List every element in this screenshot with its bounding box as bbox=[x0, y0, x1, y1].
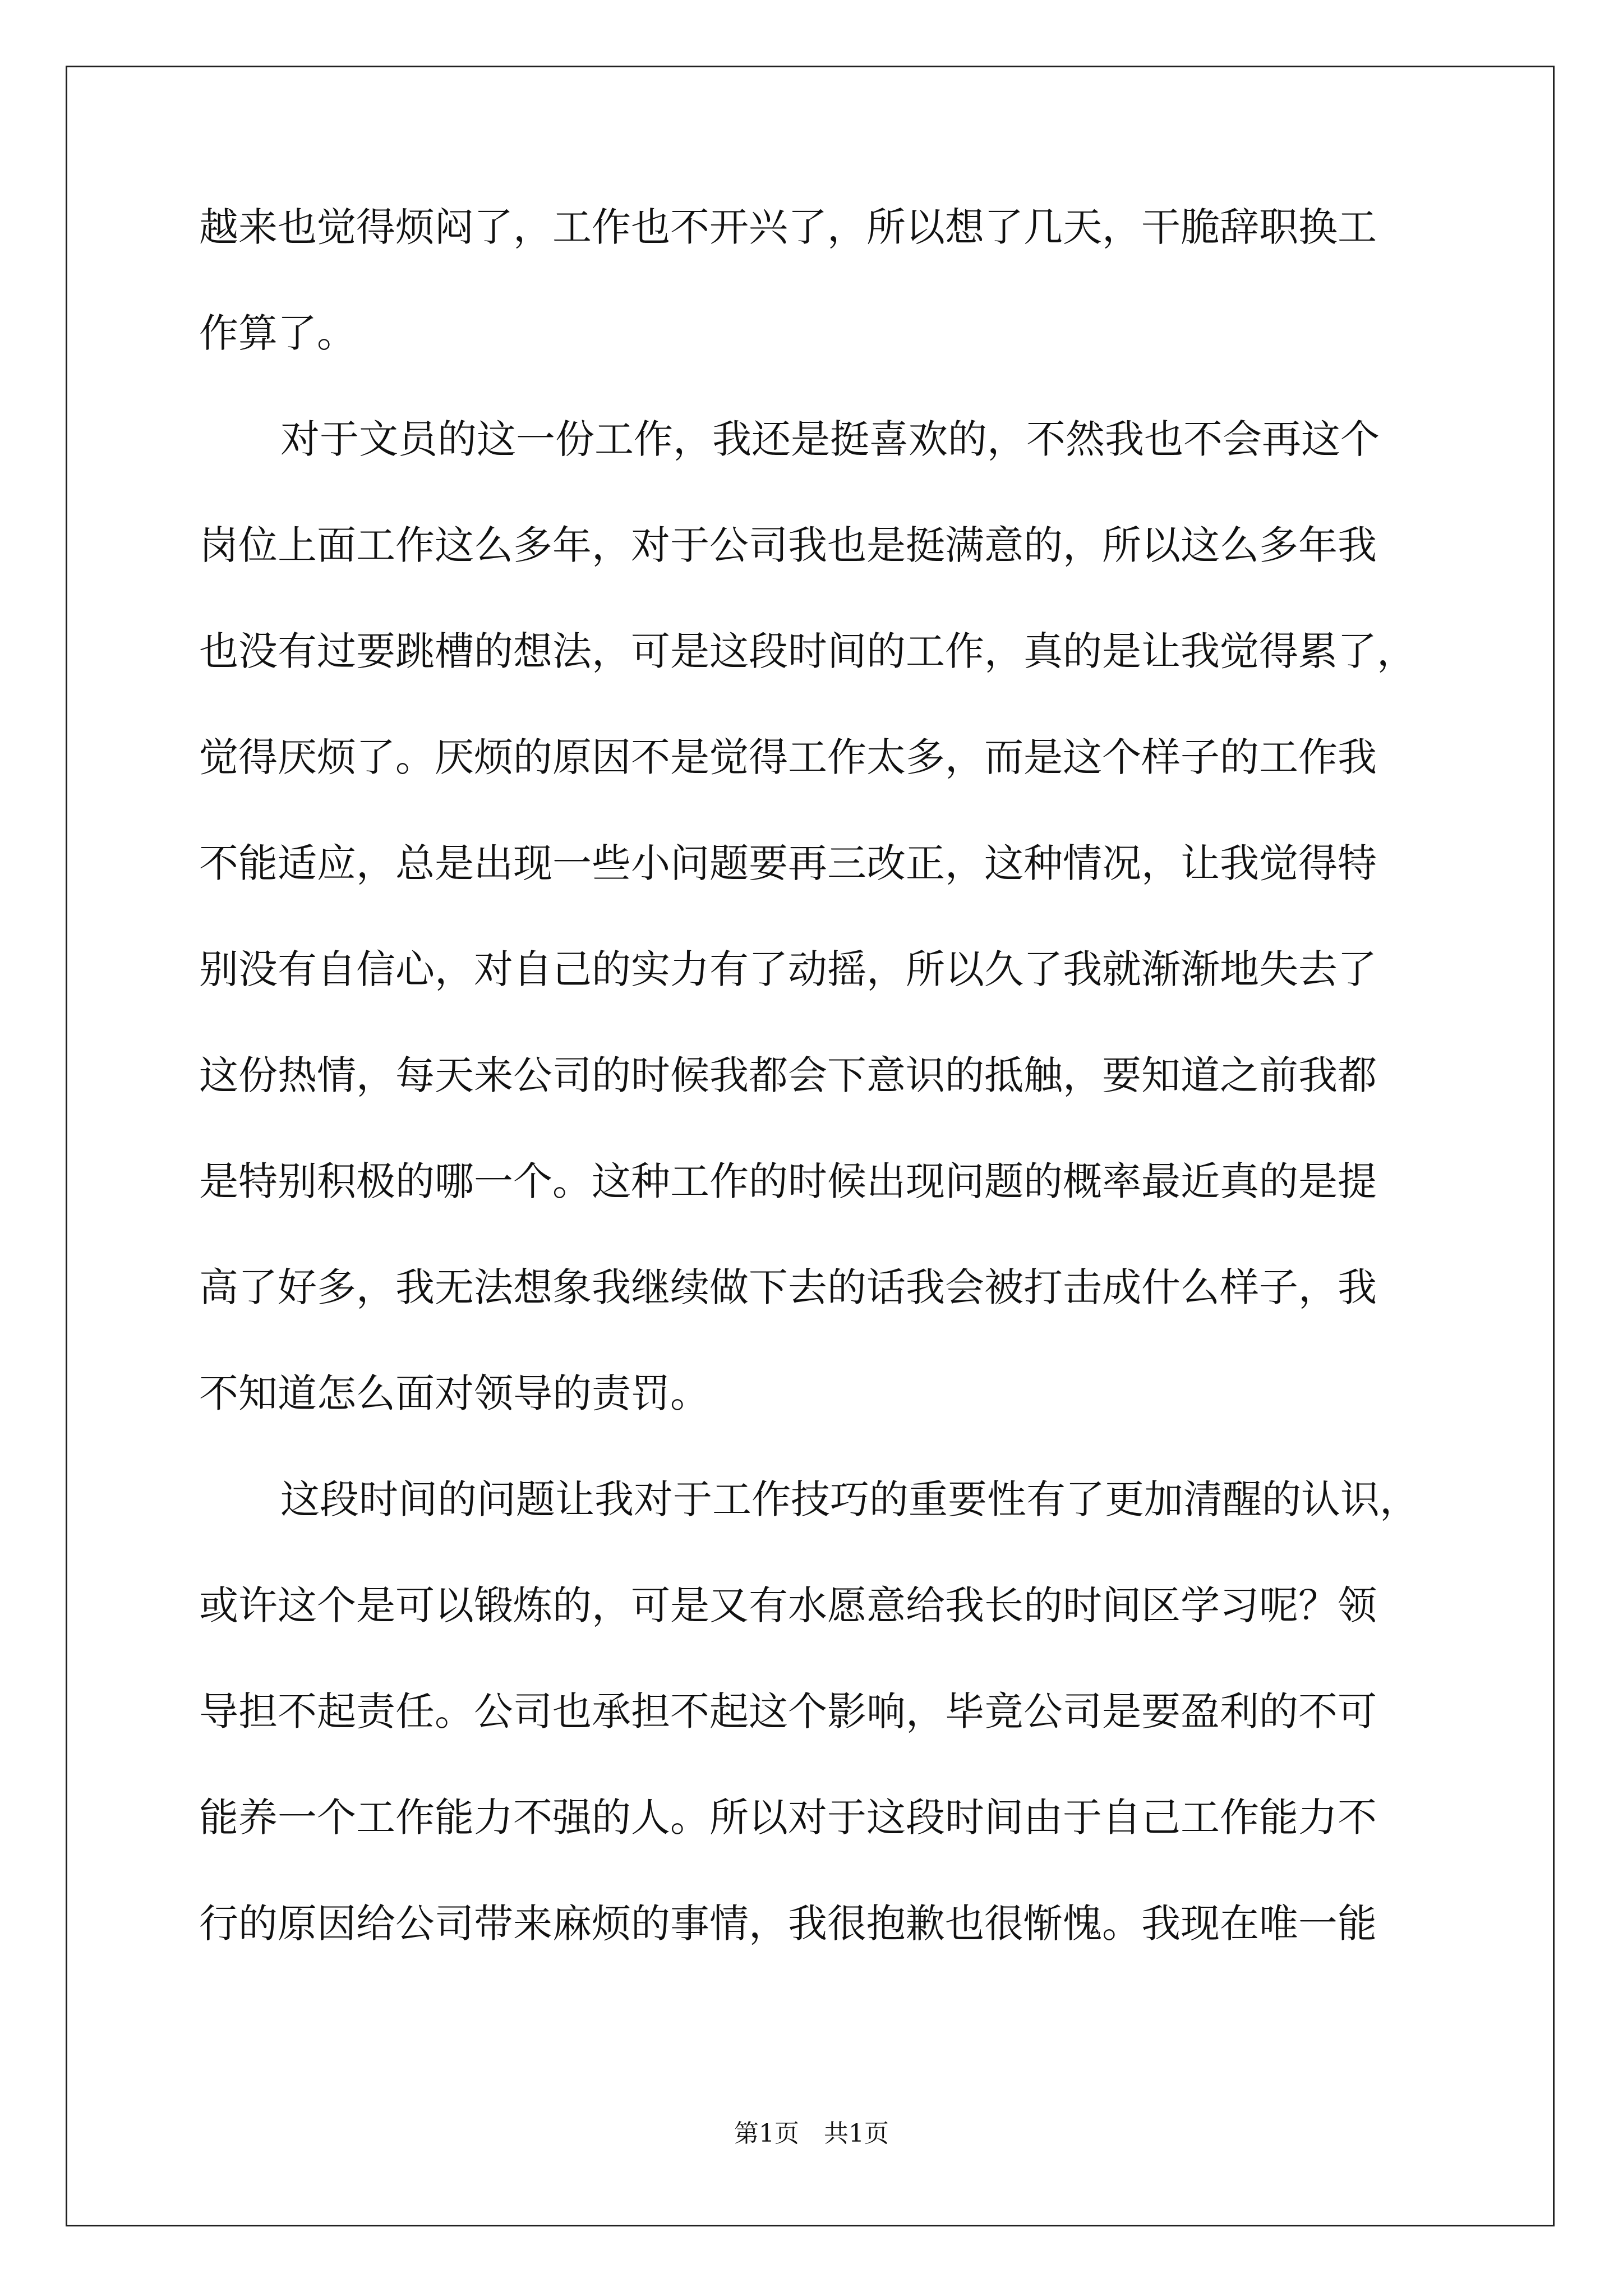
page-footer bbox=[0, 2117, 1623, 2151]
text-line: 觉得厌烦了。厌烦的原因不是觉得工作太多，而是这个样子的工作我 bbox=[199, 734, 1377, 780]
text-line: 或许这个是可以锻炼的，可是又有水愿意给我长的时间区学习呢？领 bbox=[199, 1582, 1377, 1628]
text-line: 作算了。 bbox=[199, 310, 356, 356]
text-line: 高了好多，我无法想象我继续做下去的话我会被打击成什么样子，我 bbox=[199, 1264, 1377, 1310]
text-line: 这份热情，每天来公司的时候我都会下意识的抵触，要知道之前我都 bbox=[199, 1052, 1377, 1098]
text-line: 不知道怎么面对领导的责罚。 bbox=[199, 1370, 709, 1416]
text-line: 越来也觉得烦闷了，工作也不开兴了，所以想了几天，干脆辞职换工 bbox=[199, 204, 1377, 250]
text-line: 也没有过要跳槽的想法，可是这段时间的工作，真的是让我觉得累了， bbox=[199, 628, 1416, 674]
text-line: 对于文员的这一份工作，我还是挺喜欢的，不然我也不会再这个 bbox=[280, 416, 1380, 462]
page-number-label: 第1页 共1页 bbox=[734, 2119, 889, 2148]
text-line: 这段时间的问题让我对于工作技巧的重要性有了更加清醒的认识， bbox=[280, 1476, 1419, 1522]
text-line: 不能适应，总是出现一些小问题要再三改正，这种情况，让我觉得特 bbox=[199, 840, 1377, 886]
document-body bbox=[199, 202, 1433, 2004]
text-line: 岗位上面工作这么多年，对于公司我也是挺满意的，所以这么多年我 bbox=[199, 522, 1377, 568]
text-line: 别没有自信心，对自己的实力有了动摇，所以久了我就渐渐地失去了 bbox=[199, 946, 1377, 992]
text-line: 能养一个工作能力不强的人。所以对于这段时间由于自己工作能力不 bbox=[199, 1795, 1377, 1841]
text-line: 导担不起责任。公司也承担不起这个影响，毕竟公司是要盈利的不可 bbox=[199, 1688, 1377, 1734]
text-line: 是特别积极的哪一个。这种工作的时候出现问题的概率最近真的是提 bbox=[199, 1158, 1377, 1204]
text-line: 行的原因给公司带来麻烦的事情，我很抱歉也很惭愧。我现在唯一能 bbox=[199, 1901, 1377, 1947]
